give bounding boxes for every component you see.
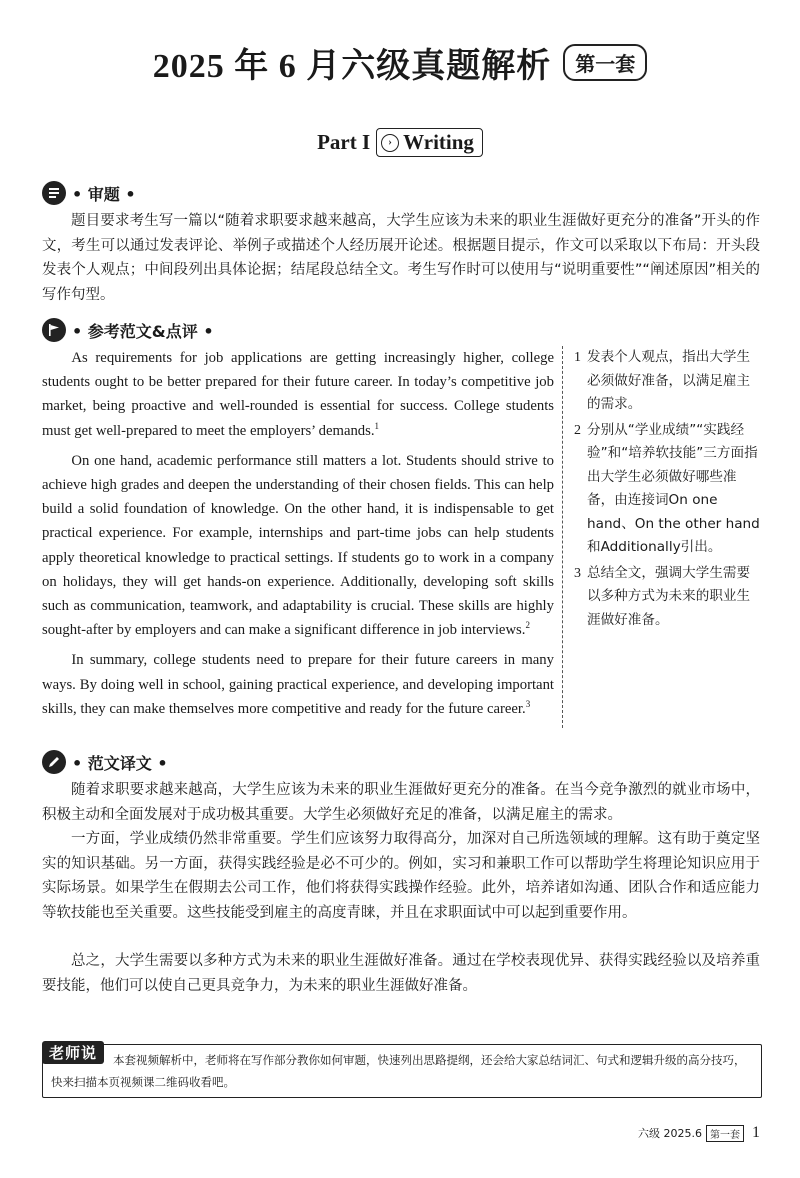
commentary-notes xyxy=(574,346,762,634)
teacher-note-box xyxy=(42,1044,762,1098)
note-text: 发表个人观点，指出大学生必须做好准备，以满足雇主的需求。 xyxy=(587,349,751,412)
note-text: 分别从“学业成绩”“实践经验”和“培养软技能”三方面指出大学生必须做好哪些准备，由连接词On one hand、On the other hand和Additionally引出。 xyxy=(587,421,760,555)
sample-title: • 参考范文&点评 • xyxy=(72,321,214,341)
column-divider xyxy=(562,346,563,728)
footer-exam: 六级 2025.6 xyxy=(638,1127,702,1140)
teacher-tag: 老师说 xyxy=(42,1041,104,1064)
part-heading xyxy=(0,128,800,157)
footer-set: 第一套 xyxy=(706,1125,744,1142)
set-badge: 第一套 xyxy=(563,44,647,81)
translation-paragraph: 随着求职要求越来越高，大学生应该为未来的职业生涯做好更充分的准备。在当今竞争激烈的就业市场中，积极主动和全面发展对于成功极其重要。大学生必须做好充足的准备，以满足雇主的需求。 xyxy=(42,782,760,823)
chevron-right-icon: › xyxy=(381,134,399,152)
note-number: 2 xyxy=(574,422,581,438)
title-row xyxy=(0,38,800,87)
essay-paragraph: As requirements for job applications are getting increasingly higher, college students ought to be better prepared for their future career. In today’s competitive job market, being proactive and well-rounded is essential for success. College students must get well-prepared to meet the employers’ demands.$^1$ xyxy=(42,350,554,439)
note-item xyxy=(574,562,762,633)
page-title: 2025 年 6 月六级真题解析 xyxy=(152,48,552,85)
essay-paragraph: In summary, college students need to prepare for their future careers in many ways. By doing well in school, gaining practical experience, and developing important skills, they can make themselves more competitive and ready for the future career.$^3$ xyxy=(42,652,554,717)
flag-icon xyxy=(42,318,66,342)
note-number: 3 xyxy=(574,565,581,581)
analysis-text: 题目要求考生写一篇以“随着求职要求越来越高，大学生应该为未来的职业生涯做好更充分的准备”开头的作文，考生可以通过发表评论、举例子或描述个人经历展开论述。根据题目提示，作文可以采取以下布局：开头段发表个人观点；中间段列出具体论据；结尾段总结全文。考生写作时可以使用与“说明重要性”“阐述原因”相关的写作句型。 xyxy=(42,213,760,303)
essay-paragraph: On one hand, academic performance still matters a lot. Students should strive to achieve high grades and deepen the understanding of their chosen fields. This can help build a solid foundation of knowledge. On the other hand, it is indispensable to get practical experience. For example, internships and part-time jobs can help students apply theoretical knowledge to practical settings. If students go to work in a company on holidays, they will get hands-on experience. Additionally, developing soft skills such as communication, teamwork, and adaptability is crucial. These skills are highly sought-after by employers and can make a significant difference in job interviews.$^2$ xyxy=(42,452,554,639)
note-item xyxy=(574,346,762,417)
translation-paragraph: 一方面，学业成绩仍然非常重要。学生们应该努力取得高分，加深对自己所选领域的理解。这有助于奠定坚实的知识基础。另一方面，获得实践经验是必不可少的。例如，实习和兼职工作可以帮助学生将理论知识应用于实际场景。如果学生在假期去公司工作，他们将获得实践操作经验。此外，培养诸如沟通、团队合作和适应能力等软技能也至关重要。这些技能受到雇主的高度青睐，并且在求职面试中可以起到重要作用。 xyxy=(42,831,760,921)
teacher-text: 本套视频解析中，老师将在写作部分教你如何审题，快速列出思路提纲，还会给大家总结词汇、句式和逻辑升级的高分技巧，快来扫描本页视频课二维码收看吧。 xyxy=(51,1053,746,1089)
part-name: Writing xyxy=(403,130,474,154)
translation-title: • 范文译文 • xyxy=(72,753,168,773)
part-tag xyxy=(376,128,483,157)
translation-paragraph: 总之，大学生需要以多种方式为未来的职业生涯做好准备。通过在学校表现优异、获得实践经验以及培养重要技能，他们可以使自己更具竞争力，为未来的职业生涯做好准备。 xyxy=(42,953,760,994)
note-item xyxy=(574,419,762,560)
analysis-title: • 审题 • xyxy=(72,184,136,204)
translation-heading xyxy=(42,750,168,774)
note-number: 1 xyxy=(574,350,581,365)
list-icon xyxy=(42,181,66,205)
note-marker: 3 xyxy=(525,698,531,709)
note-text: 总结全文，强调大学生需要以多种方式为未来的职业生涯做好准备。 xyxy=(587,564,751,628)
part-label: Part I xyxy=(317,130,371,154)
page-number: 1 xyxy=(752,1124,760,1141)
page-footer xyxy=(638,1124,760,1142)
sample-heading xyxy=(42,318,214,342)
note-marker: 1 xyxy=(374,420,380,431)
pen-icon xyxy=(42,750,66,774)
note-marker: 2 xyxy=(525,620,530,631)
analysis-heading xyxy=(42,181,136,205)
sample-essay xyxy=(42,346,554,727)
